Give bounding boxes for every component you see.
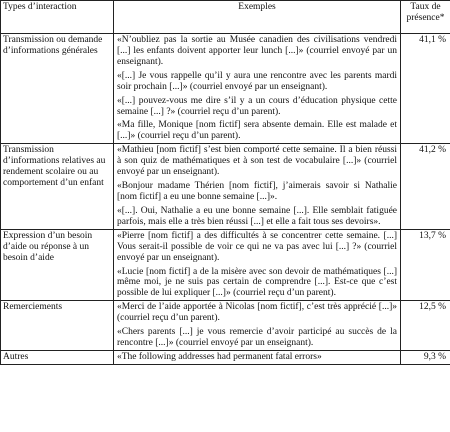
- column-header-rate: Taux de présence*: [401, 1, 450, 34]
- example-quote: «Lucie [nom fictif] a de la misère avec son devoir de mathématiques [...] même moi, je ne suis pas certain de comprendre [...]. Est-ce que c’est possible de lui expliquer [...]» (courriel reçu d’un parent).: [117, 266, 397, 299]
- example-quote: «[...] pouvez-vous me dire s’il y a un cours d’éducation physique cette semaine [...] ?» (courriel reçu d’un parent).: [117, 95, 397, 117]
- presence-rate-cell: 12,5 %: [401, 301, 450, 351]
- example-quote: «Mathieu [nom fictif] s’est bien comporté cette semaine. Il a bien réussi à son quiz de mathématiques et à son test de vocabulaire [...]» (courriel envoyé par un enseignant).: [117, 145, 397, 178]
- interaction-type-cell: Transmission ou demande d’informations générales: [1, 34, 114, 144]
- example-quote: «Bonjour madame Thérien [nom fictif], j’aimerais savoir si Nathalie [nom fictif] a eu une bonne semaine [...]».: [117, 181, 397, 202]
- example-quote: «The following addresses had permanent fatal errors»: [117, 351, 322, 362]
- examples-cell: [114, 301, 401, 351]
- table-row: [1, 34, 450, 144]
- examples-cell: [114, 144, 401, 229]
- presence-rate-cell: 13,7 %: [401, 229, 450, 301]
- table-row: [1, 301, 450, 351]
- example-quote: «Ma fille, Monique [nom fictif] sera absente demain. Elle est malade et [...]» (courriel reçu d’un parent).: [117, 120, 397, 142]
- presence-rate-cell: 41,2 %: [401, 144, 450, 229]
- example-quote: «N’oubliez pas la sortie au Musée canadien des civilisations vendredi [...] les enfants doivent apporter leur lunch [...]» (courriel envoyé par un enseignant).: [117, 35, 397, 67]
- interaction-type-cell: Transmission d’informations relatives au rendement scolaire ou au comportement d’un enfant: [1, 144, 114, 229]
- table-row: [1, 229, 450, 301]
- table-header-row: [1, 1, 450, 34]
- table-row: [1, 144, 450, 229]
- example-quote: «[...]. Oui, Nathalie a eu une bonne semaine [...]. Elle semblait fatiguée parfois, mais elle a très bien réussi [...] et elle a fait tous ses devoirs».: [117, 205, 397, 227]
- example-quote: «Merci de l’aide apportée à Nicolas [nom fictif], c’est très apprécié [...]» (courriel reçu d’un parent).: [117, 302, 397, 324]
- interaction-type-cell: Expression d’un besoin d’aide ou réponse à un besoin d’aide: [1, 229, 114, 301]
- interaction-type-cell: Autres: [1, 350, 114, 364]
- interaction-type-cell: Remerciements: [1, 301, 114, 351]
- column-header-examples: Exemples: [114, 1, 401, 34]
- table-row: [1, 350, 450, 364]
- example-quote: «Pierre [nom fictif] a des difficultés à se concentrer cette semaine. [...] Vous serait-il possible de voir ce qui ne va pas avec lui [...] ?» (courriel envoyé par un enseignant).: [117, 230, 397, 263]
- presence-rate-cell: 9,3 %: [401, 350, 450, 364]
- examples-cell: [114, 350, 401, 364]
- example-quote: «[...] Je vous rappelle qu’il y aura une rencontre avec les parents mardi soir prochain [...]» (courriel envoyé par un enseignant).: [117, 70, 397, 92]
- examples-cell: [114, 34, 401, 144]
- example-quote: «Chers parents [...] je vous remercie d’avoir participé au succès de la rencontre [...]» (courriel envoyé par un enseignant).: [117, 327, 397, 349]
- examples-cell: [114, 229, 401, 301]
- column-header-type: Types d’interaction: [1, 1, 114, 34]
- presence-rate-cell: 41,1 %: [401, 34, 450, 144]
